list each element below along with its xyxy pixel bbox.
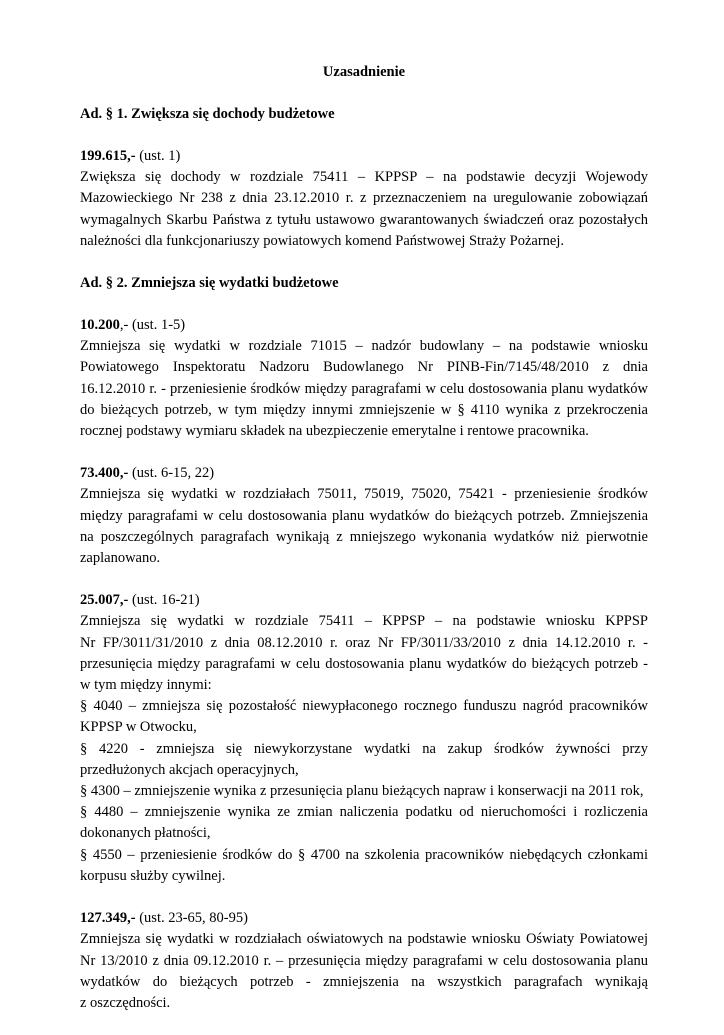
entry-10200 bbox=[80, 315, 648, 442]
entry-amount: 73.400,- bbox=[80, 465, 129, 482]
entry-ust: ,- (ust. 1-5) bbox=[119, 317, 186, 334]
entry-line: Zmniejsza się wydatki w rozdziale 75411 – KPPSP – na podstawie wniosku KPPSP bbox=[80, 613, 648, 630]
entry-amount: 10.200 bbox=[80, 317, 120, 334]
entry-line: § 4040 – zmniejsza się pozostałość niewypłaconego rocznego funduszu nagród pracowników bbox=[80, 698, 648, 715]
entry-73400 bbox=[80, 463, 648, 569]
entry-line: z oszczędności. bbox=[80, 994, 171, 1011]
entry-line: Powiatowego Inspektoratu Nadzoru Budowlanego Nr PINB-Fin/7145/48/2010 z dnia bbox=[80, 359, 648, 376]
entry-line: Nr 13/2010 z dnia 09.12.2010 r. – przesunięcia między paragrafami w celu dostosowania planu bbox=[80, 952, 648, 969]
entry-line: Zmniejsza się wydatki w rozdziale 71015 – nadzór budowlany – na podstawie wniosku bbox=[80, 338, 648, 355]
entry-199615 bbox=[80, 146, 648, 252]
entry-line: korpusu służby cywilnej. bbox=[80, 867, 226, 884]
entry-line: Mazowieckiego Nr 238 z dnia 23.12.2010 r. z przeznaczeniem na uregulowanie zobowiązań bbox=[80, 190, 648, 207]
entry-line: § 4300 – zmniejszenie wynika z przesunięcia planu bieżących napraw i konserwacji na 2011 rok, bbox=[80, 783, 644, 800]
entry-line: § 4550 – przeniesienie środków do § 4700 na szkolenia pracowników niebędących członkami bbox=[80, 846, 648, 863]
section-2-heading: Ad. § 2. Zmniejsza się wydatki budżetowe bbox=[80, 275, 339, 292]
entry-ust: (ust. 1) bbox=[139, 148, 181, 164]
entry-line: KPPSP w Otwocku, bbox=[80, 719, 197, 736]
entry-header bbox=[80, 146, 648, 167]
entry-header bbox=[80, 463, 648, 484]
entry-line: zaplanowano. bbox=[80, 550, 161, 567]
entry-line: przedłużonych akcjach operacyjnych, bbox=[80, 761, 299, 778]
entry-line: Zmniejsza się wydatki w rozdziałach oświatowych na podstawie wniosku Oświaty Powiatowej bbox=[80, 931, 648, 948]
entry-line: na poszczególnych paragrafach wynikają z mniejszego wykonania wydatków niż pierwotnie bbox=[80, 528, 648, 545]
section-1-heading: Ad. § 1. Zwiększa się dochody budżetowe bbox=[80, 106, 335, 122]
entry-line: Zmniejsza się wydatki w rozdziałach 75011, 75019, 75020, 75421 - przeniesienie środków bbox=[80, 486, 648, 503]
entry-line: Nr FP/3011/31/2010 z dnia 08.12.2010 r. oraz Nr FP/3011/33/2010 z dnia 14.12.2010 r. - bbox=[80, 634, 648, 651]
document-page bbox=[80, 62, 648, 1035]
entry-amount: 199.615,- bbox=[80, 148, 136, 164]
entry-amount: 25.007,- bbox=[80, 592, 129, 609]
entry-line: w tym między innymi: bbox=[80, 677, 212, 694]
entry-127349 bbox=[80, 908, 648, 1014]
entry-line: wymagalnych Skarbu Państwa z tytułu ustawowo gwarantowanych świadczeń oraz pozostałych bbox=[80, 211, 648, 228]
entry-ust: (ust. 16-21) bbox=[131, 592, 200, 609]
entry-line: wydatków do bieżących potrzeb - zmniejszenia na wszystkich paragrafach wynikają bbox=[80, 973, 648, 990]
entry-line: między paragrafami w celu dostosowania planu wydatków do bieżących potrzeb. Zmniejszenia bbox=[80, 507, 648, 524]
entry-line: Zwiększa się dochody w rozdziale 75411 – KPPSP – na podstawie decyzji Wojewody bbox=[80, 169, 648, 186]
entry-line: dokonanych płatności, bbox=[80, 825, 211, 842]
entry-header bbox=[80, 590, 648, 611]
entry-amount: 127.349,- bbox=[80, 910, 136, 927]
entry-header bbox=[80, 315, 648, 336]
entry-25007 bbox=[80, 590, 648, 887]
entry-line: do bieżących potrzeb, w tym między innymi zmniejszenie w § 4110 wynika z przekroczenia bbox=[80, 401, 648, 418]
entry-line: przesunięcia między paragrafami w celu dostosowania planu wydatków do bieżących potrzeb - bbox=[80, 655, 648, 672]
entry-line: należności dla funkcjonariuszy powiatowych komend Państwowej Straży Pożarnej. bbox=[80, 232, 565, 249]
entry-header bbox=[80, 908, 648, 929]
entry-line: 16.12.2010 r. - przeniesienie środków między paragrafami w celu dostosowania planu wydatków bbox=[80, 380, 648, 397]
entry-line: § 4220 - zmniejsza się niewykorzystane wydatki na zakup środków żywności przy bbox=[80, 740, 648, 757]
entry-ust: (ust. 6-15, 22) bbox=[131, 465, 215, 482]
entry-ust: (ust. 23-65, 80-95) bbox=[139, 910, 248, 927]
entry-line: rocznej podstawy wymiaru składek na ubezpieczenie emerytalne i rentowe pracownika. bbox=[80, 423, 589, 440]
document-title: Uzasadnienie bbox=[322, 64, 406, 80]
entry-line: § 4480 – zmniejszenie wynika ze zmian naliczenia podatku od nieruchomości i rozliczenia bbox=[80, 804, 648, 821]
